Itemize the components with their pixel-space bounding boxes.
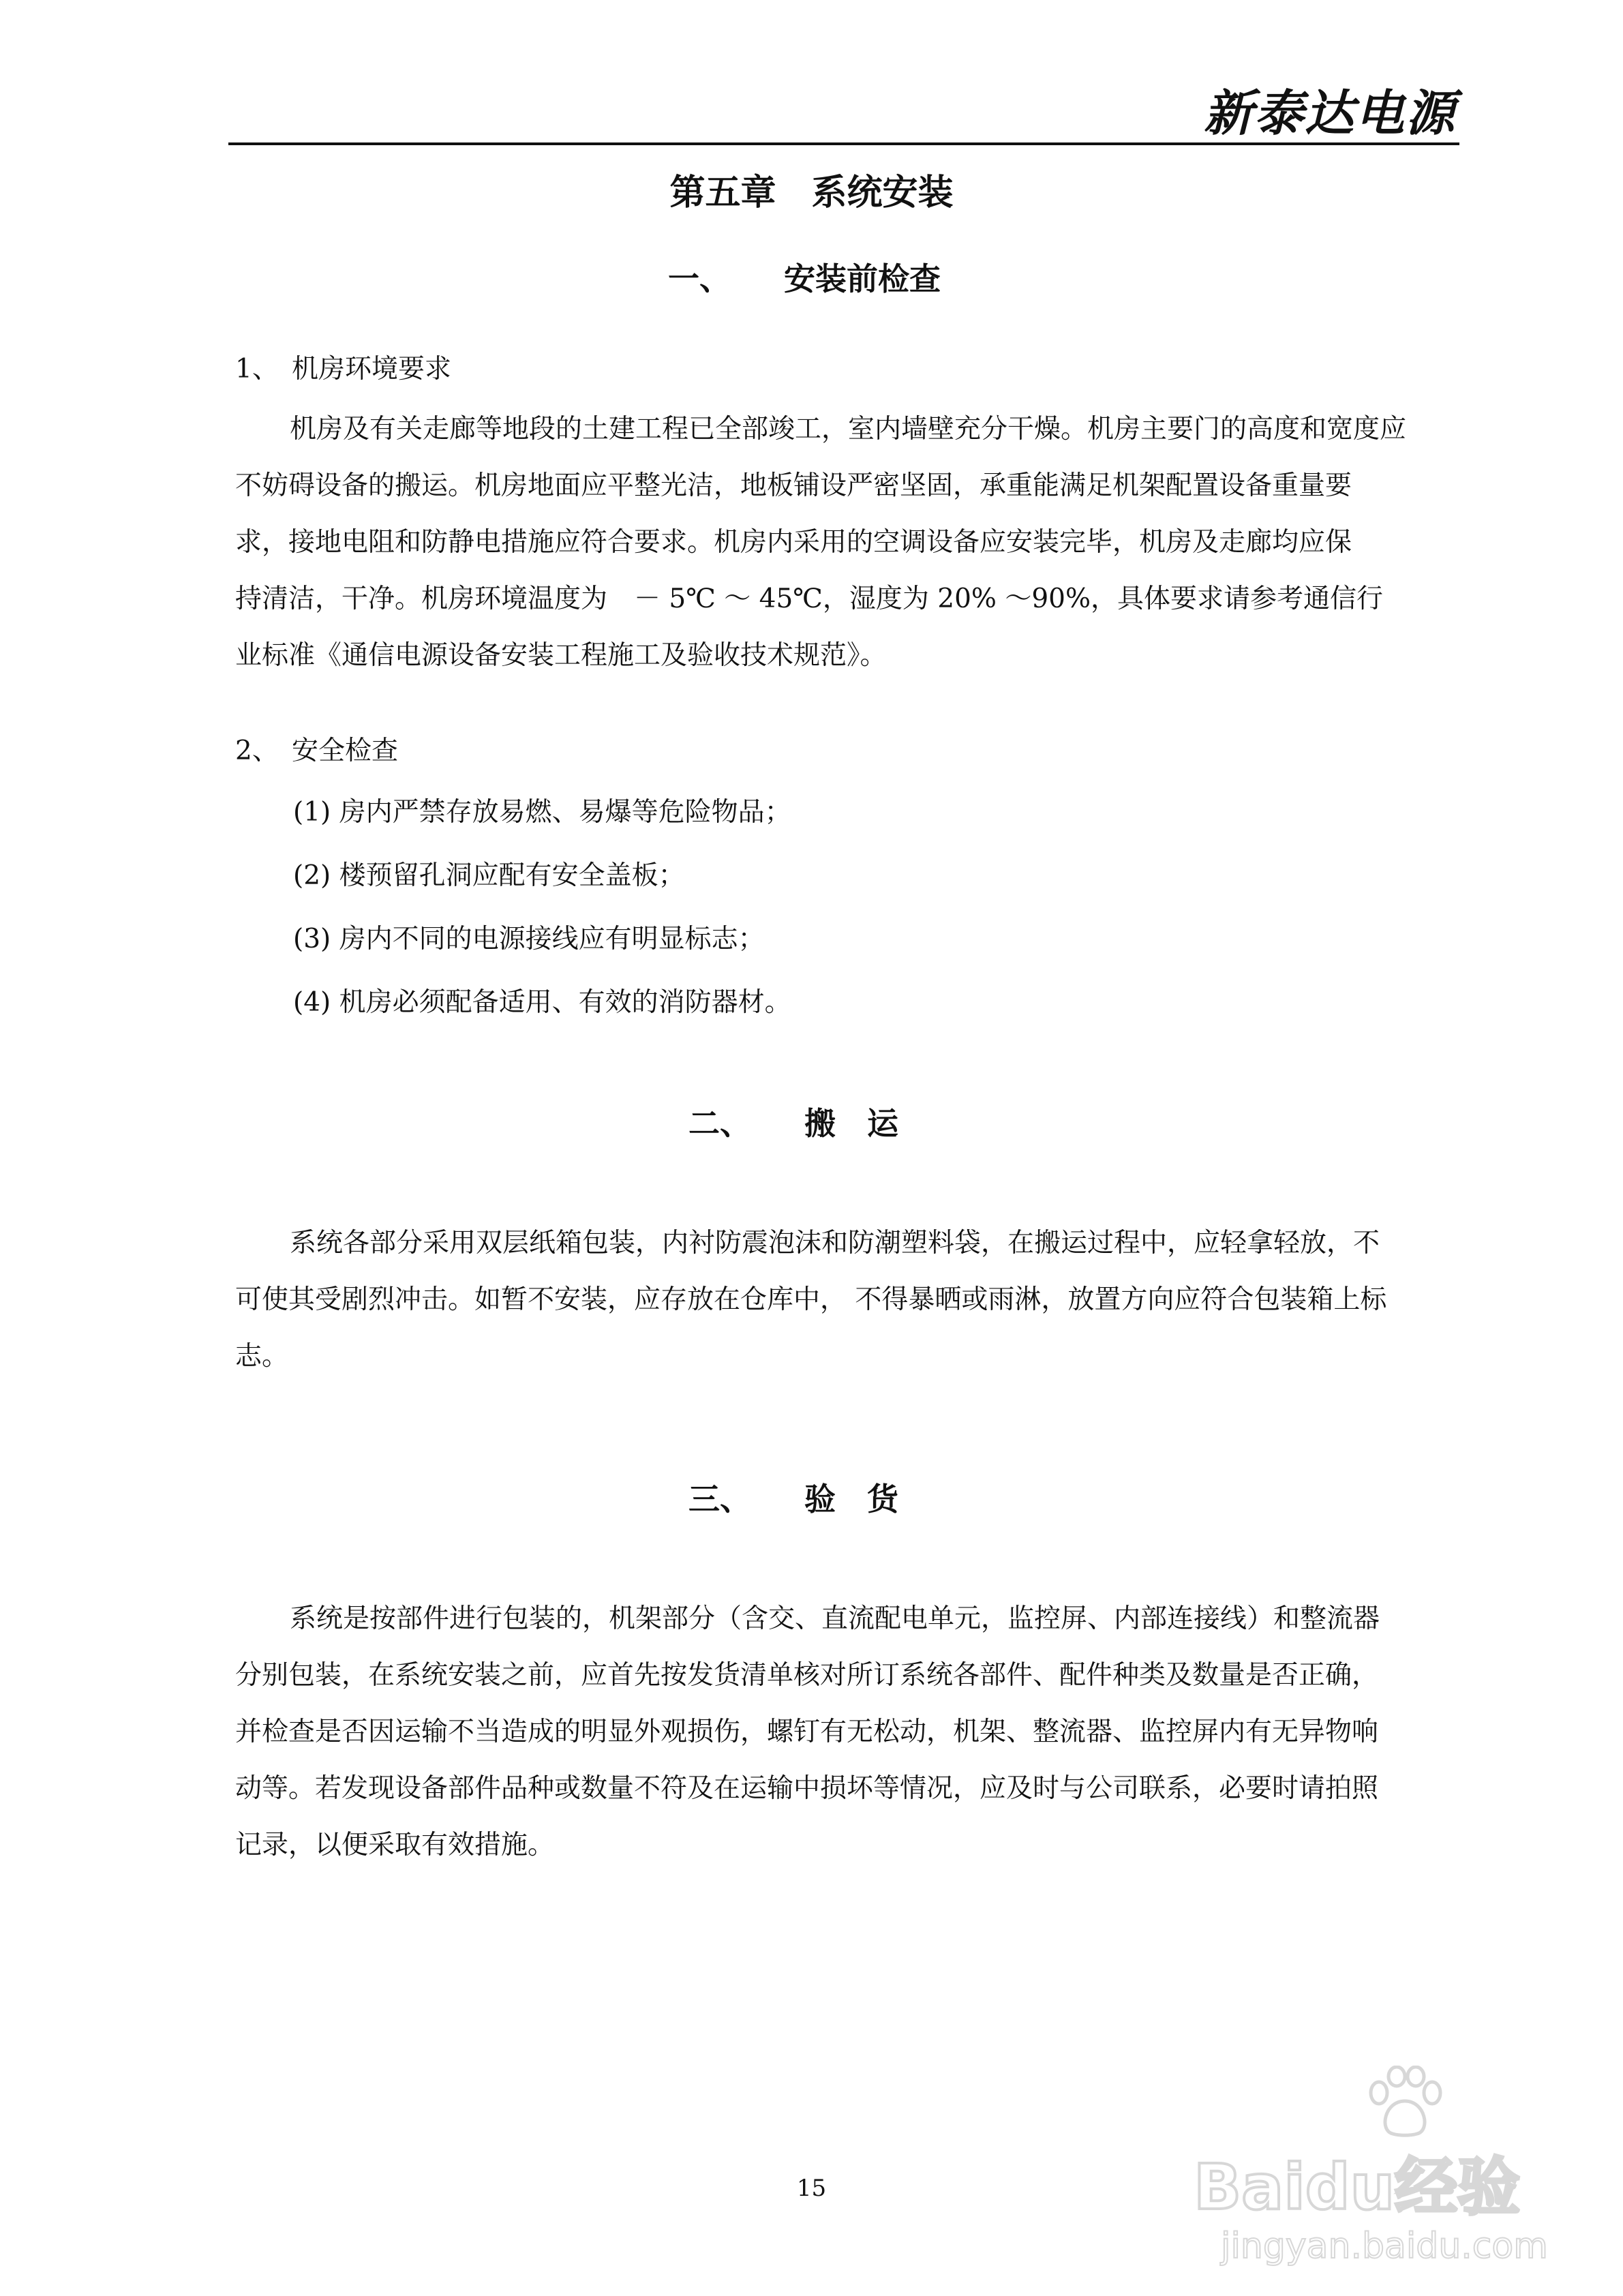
page-number: 15	[796, 2175, 827, 2202]
paragraph-line: 不妨碍设备的搬运。机房地面应平整光洁，地板铺设严密坚固，承重能满足机架配置设备重量要	[235, 470, 1352, 501]
paragraph-line: 动等。若发现设备部件品种或数量不符及在运输中损坏等情况，应及时与公司联系，必要时请拍照	[235, 1773, 1379, 1804]
paragraph-line: 并检查是否因运输不当造成的明显外观损伤，螺钉有无松动，机架、整流器、监控屏内有无异物响	[235, 1717, 1379, 1747]
watermark-logo-text: Baidu经验	[1194, 2151, 1521, 2224]
chapter-title: 第五章 系统安装	[669, 172, 954, 213]
paragraph-line: 分别包装，在系统安装之前，应首先按发货清单核对所订系统各部件、配件种类及数量是否正确，	[235, 1660, 1379, 1691]
paragraph-line: 业标准《通信电源设备安装工程施工及验收技术规范》。	[235, 640, 887, 671]
paragraph-line: 机房及有关走廊等地段的土建工程已全部竣工，室内墙壁充分干燥。机房主要门的高度和宽度应	[290, 414, 1407, 444]
item1-title: 机房环境要求	[292, 354, 452, 384]
paragraph-line: 系统是按部件进行包装的，机架部分（含交、直流配电单元，监控屏、内部连接线）和整流器	[290, 1603, 1380, 1634]
watermark-url: jingyan.baidu.com	[1221, 2226, 1548, 2267]
paragraph-line: 志。	[235, 1341, 289, 1372]
paw-icon	[1364, 2066, 1446, 2141]
safety-item-2: (2) 楼预留孔洞应配有安全盖板；	[293, 860, 685, 891]
section1-number: 一、	[668, 260, 731, 297]
baidu-watermark	[1194, 2066, 1575, 2284]
item1-paragraph	[235, 401, 1468, 684]
brand-name: 新泰达电源	[1203, 85, 1456, 142]
paragraph-line: 系统各部分采用双层纸箱包装，内衬防震泡沫和防潮塑料袋，在搬运过程中，应轻拿轻放，不	[290, 1228, 1380, 1258]
item2-title: 安全检查	[292, 736, 399, 766]
item2-number: 2、	[235, 736, 279, 766]
item1-number: 1、	[235, 354, 279, 384]
section3-title: 验 货	[804, 1481, 898, 1517]
paragraph-line: 可使其受剧烈冲击。如暂不安装，应存放在仓库中， 不得暴晒或雨淋，放置方向应符合包装箱上标	[235, 1284, 1387, 1315]
paragraph-line: 记录，以便采取有效措施。	[235, 1830, 555, 1860]
safety-item-4: (4) 机房必须配备适用、有效的消防器材。	[293, 987, 791, 1018]
section1-title: 安装前检查	[784, 260, 941, 297]
section2-paragraph	[235, 1215, 1468, 1385]
section2-title: 搬 运	[804, 1105, 898, 1142]
paragraph-line: 持清洁，干净。机房环境温度为 － 5℃ ～ 45℃，湿度为 20% ～90%，具体要求请参考通信行	[235, 584, 1384, 614]
section3-paragraph	[235, 1590, 1468, 1873]
safety-item-1: (1) 房内严禁存放易燃、易爆等危险物品；	[293, 797, 791, 828]
section3-number: 三、	[688, 1481, 751, 1517]
header-rule	[228, 142, 1459, 145]
paragraph-line: 求，接地电阻和防静电措施应符合要求。机房内采用的空调设备应安装完毕，机房及走廊均应保	[235, 527, 1352, 558]
section2-number: 二、	[688, 1105, 751, 1142]
safety-item-3: (3) 房内不同的电源接线应有明显标志；	[293, 924, 765, 954]
